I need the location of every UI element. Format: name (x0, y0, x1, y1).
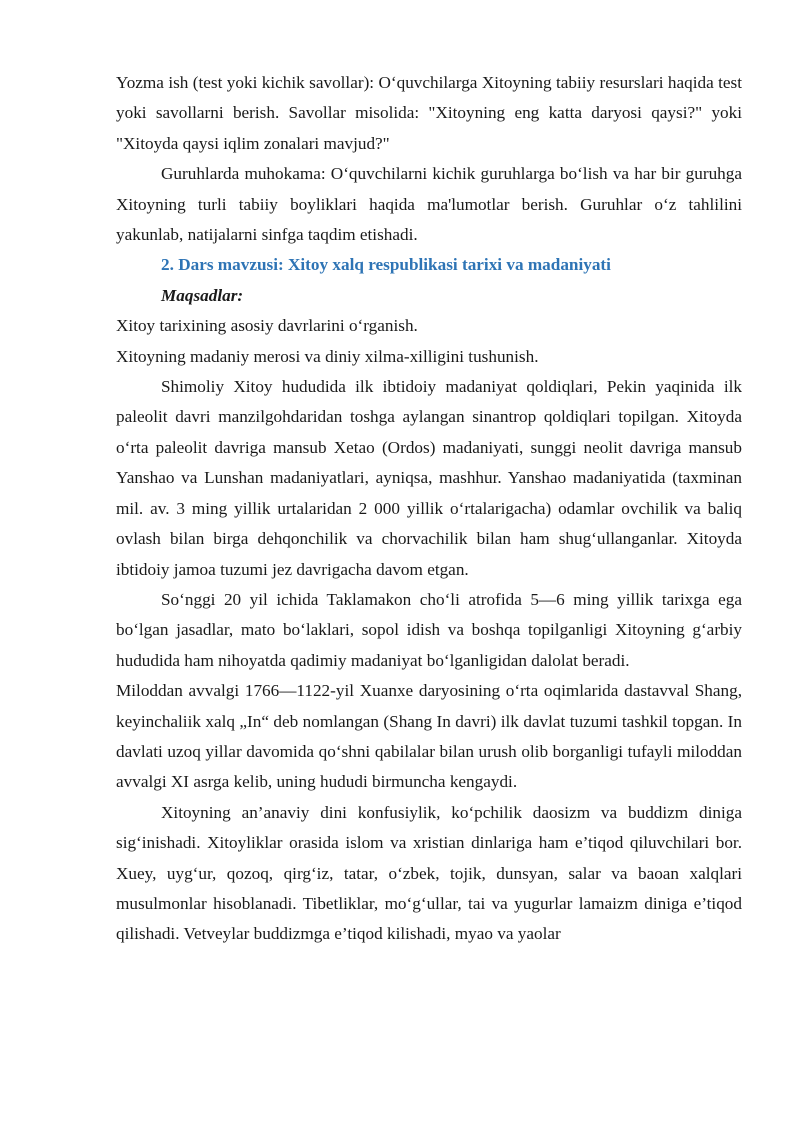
paragraph-religion: Xitoyning an’anaviy dini konfusiylik, ko‘pchilik daosizm va buddizm diniga sig‘inishadi. Xitoyliklar orasida islom va xristian dinlariga ham e’tiqod qiluvchilari bor. Xuey, uyg‘ur, qozoq, qirg‘iz, tatar, o‘zbek, tojik, dunsyan, salar va baoan xalqlari musulmonlar hisoblanadi. Tibetliklar, mo‘g‘ullar, tai va yugurlar lamaizm diniga e’tiqod qilishadi. Vetveylar buddizmga e’tiqod kilishadi, myao va yaolar (116, 802, 742, 944)
paragraph-group-discussion: Guruhlarda muhokama: O‘quvchilarni kichik guruhlarga bo‘lish va har bir guruhga Xitoyning turli tabiiy boyliklari haqida ma'lumotlar berish. Guruhlar o‘z tahlilini yakunlab, natijalarni sinfga taqdim etishadi. (116, 164, 742, 245)
lesson-heading: 2. Dars mavzusi: Xitoy xalq respublikasi tarixi va madaniyati (161, 255, 611, 275)
paragraph-written-work: Yozma ish (test yoki kichik savollar): O‘quvchilarga Xitoyning tabiiy resurslari haqida test yoki savollarni berish. Savollar misolida: "Xitoyning eng katta daryosi qaysi?" yoki "Xitoyda qaysi iqlim zonalari mavjud?" (116, 73, 742, 153)
goal-item-2: Xitoyning madaniy merosi va diniy xilma-xilligini tushunish. (116, 346, 539, 366)
goals-subheading: Maqsadlar: (161, 285, 244, 305)
paragraph-shang-dynasty: Miloddan avvalgi 1766—1122-yil Xuanxe daryosining o‘rta oqimlarida dastavval Shang, keyinchaliik xalq „In“ deb nomlangan (Shang In davri) ilk davlat tuzumi tashkil topgan. In davlati uzoq yillar davomida qo‘shni qabilalar bilan urush olib borganligi tufayli miloddan avvalgi XI asrga kelib, uning hududi birmuncha kengaydi. (116, 681, 742, 792)
paragraph-taklamakan: So‘nggi 20 yil ichida Taklamakon cho‘li atrofida 5—6 ming yillik tarixga ega bo‘lgan jasadlar, mato bo‘laklari, sopol idish va boshqa topilganligi Xitoyning g‘arbiy hududida ham nihoyatda qadimiy madaniyat bo‘lganligidan dalolat beradi. (116, 589, 742, 670)
paragraph-prehistory: Shimoliy Xitoy hududida ilk ibtidoiy madaniyat qoldiqlari, Pekin yaqinida ilk paleolit davri manzilgohdaridan toshga aylangan sinantrop qoldiqlari topilgan. Xitoyda o‘rta paleolit davriga mansub Xetao (Ordos) madaniyati, sunggi neolit davriga mansub Yanshao va Lunshan madaniyatlari, ayniqsa, mashhur. Yanshao madaniyatida (taxminan mil. av. 3 ming yillik urtalaridan 2 000 yillik o‘rtalarigacha) odamlar ovchilik va baliq ovlash bilan birga dehqonchilik va chorvachilik bilan ham shug‘ullanganlar. Xitoyda ibtidoiy jamoa tuzumi jez davrigacha davom etgan. (116, 377, 742, 579)
goal-item-1: Xitoy tarixining asosiy davrlarini o‘rganish. (116, 316, 418, 336)
